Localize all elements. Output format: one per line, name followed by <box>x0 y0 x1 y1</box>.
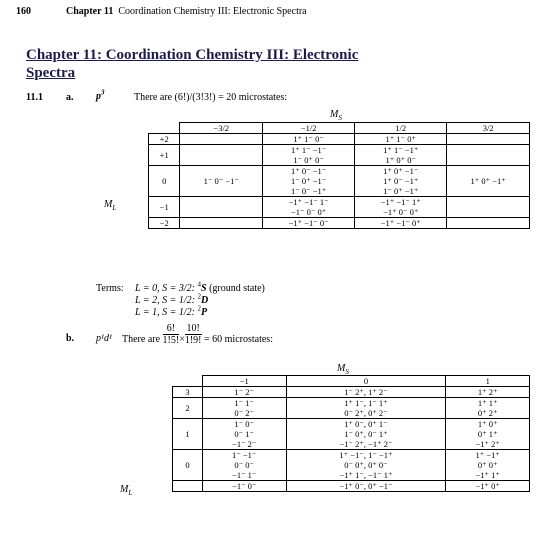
term-quantum-numbers: L = 1, S = 1/2: <box>135 307 198 318</box>
ms-axis-label-b: $M_S$ <box>337 363 349 376</box>
term-symbol: D <box>201 295 209 306</box>
microstate-entry: 1⁺ 1⁻ −1⁻ <box>291 145 327 155</box>
microstate-entry: −1⁻ 2⁻ <box>232 439 257 449</box>
table-row <box>173 481 530 492</box>
ms-axis-label-a: $M_S$ <box>330 109 342 122</box>
ml-value-cell <box>173 481 203 492</box>
microstate-entry: 1⁺ 1⁻ −1⁺ <box>383 145 419 155</box>
microstate-cell <box>180 145 263 166</box>
microstate-cell <box>202 387 286 398</box>
microstate-entry: −1⁻ 0⁻ <box>232 481 257 491</box>
header-row <box>149 123 530 134</box>
ml-value-cell: +2 <box>149 134 180 145</box>
microstate-entry: 1⁺ 1⁻ 0⁺ <box>385 134 416 144</box>
term-note: (ground state) <box>206 283 265 294</box>
microstate-cell <box>355 197 447 218</box>
microstate-entry: −1⁺ 1⁺ <box>475 470 500 480</box>
ms-header-cell: 3/2 <box>447 123 530 134</box>
ms-header-cell: 1 <box>446 376 530 387</box>
page-number: 160 <box>16 6 31 17</box>
microstate-table-b <box>172 375 530 492</box>
microstate-cell <box>446 450 530 481</box>
microstate-cell <box>447 145 530 166</box>
microstate-entry: 1⁻ 1⁻ <box>234 398 255 408</box>
microstate-cell <box>180 197 263 218</box>
microstate-cell <box>263 134 355 145</box>
term-multiplicity: 2 <box>197 304 201 313</box>
microstate-entry: 1⁻ 0⁺ −1⁻ <box>291 176 327 186</box>
microstate-entry: 1⁻ −1⁻ <box>232 450 257 460</box>
ms-header-cell: 0 <box>286 376 446 387</box>
ml-value-cell: 0 <box>173 450 203 481</box>
microstate-entry: 1⁺ 0⁻, 0⁺ 1⁻ <box>344 419 388 429</box>
chapter-title-line-2: Spectra <box>26 65 76 81</box>
ml-value-cell: 0 <box>149 166 180 197</box>
microstate-entry: −1⁺ 2⁺ <box>475 439 500 449</box>
ml-value-cell: 3 <box>173 387 203 398</box>
ml-value-cell: +1 <box>149 145 180 166</box>
microstate-entry: 1⁺ 0⁺ <box>477 419 498 429</box>
terms-list <box>135 280 265 318</box>
microstate-cell <box>355 134 447 145</box>
microstate-cell <box>202 398 286 419</box>
microstate-cell <box>202 419 286 450</box>
term-quantum-numbers: L = 2, S = 1/2: <box>135 295 198 306</box>
table-row <box>173 387 530 398</box>
table-row <box>149 197 530 218</box>
microstate-entry: −1⁻ 1⁻ <box>232 470 257 480</box>
microstate-entry: 1⁺ 0⁻ −1⁻ <box>291 166 327 176</box>
ms-header-cell: −1 <box>202 376 286 387</box>
chapter-label: Chapter 11 <box>66 6 114 17</box>
microstate-entry: 0⁻ 2⁺, 0⁺ 2⁻ <box>344 408 388 418</box>
microstate-entry: −1⁺ 1⁻, −1⁻ 1⁺ <box>339 470 393 480</box>
microstate-entry: 1⁺ 0⁺ −1⁺ <box>470 176 506 186</box>
chapter-title <box>26 46 358 82</box>
microstate-entry: 0⁺ 2⁺ <box>477 408 498 418</box>
microstate-cell <box>446 481 530 492</box>
table-row <box>173 450 530 481</box>
terms-label: Terms: <box>96 283 124 294</box>
ms-header-cell: −1/2 <box>263 123 355 134</box>
microstate-entry: 1⁻ 0⁻ <box>234 419 255 429</box>
part-a-microstate-count: There are (6!)/(3!3!) = 20 microstates: <box>134 92 288 103</box>
microstate-entry: 0⁻ 0⁺, 0⁺ 0⁻ <box>344 460 388 470</box>
microstate-cell <box>447 134 530 145</box>
microstate-entry: −1⁻ 0⁻ 0⁺ <box>291 207 327 217</box>
ml-axis-label-b: $M_L$ <box>120 484 133 497</box>
microstate-entry: 1⁻ 0⁻ −1⁺ <box>291 186 327 196</box>
term-symbol: S <box>201 283 207 294</box>
table-row <box>173 419 530 450</box>
term-line <box>135 304 265 319</box>
ml-value-cell: 1 <box>173 419 203 450</box>
microstate-entry: 1⁺ 1⁺ <box>477 398 498 408</box>
microstate-cell <box>180 218 263 229</box>
microstate-cell <box>286 387 446 398</box>
microstate-cell <box>355 145 447 166</box>
microstate-cell <box>180 166 263 197</box>
microstate-cell <box>180 134 263 145</box>
term-symbol: P <box>201 307 208 318</box>
problem-number: 11.1 <box>26 92 43 103</box>
microstate-entry: 1⁻ 2⁻ <box>234 387 255 397</box>
part-b-config: p¹d¹ <box>96 333 112 344</box>
microstate-entry: −1⁺ 0⁻, 0⁺ −1⁻ <box>339 481 393 491</box>
microstate-entry: 0⁻ 2⁻ <box>234 408 255 418</box>
part-b-text-post: = 60 microstates: <box>204 333 273 345</box>
microstate-entry: 1⁺ 0⁺ −1⁻ <box>383 166 419 176</box>
part-b-label: b. <box>66 333 75 344</box>
microstate-entry: 1⁺ 2⁺ <box>477 387 498 397</box>
microstate-entry: −1⁺ −1⁻ 1⁻ <box>288 197 329 207</box>
fraction-1: $\frac{6!}{1!5!}$ <box>162 323 180 346</box>
running-header <box>66 6 307 17</box>
corner-cell <box>149 123 180 134</box>
microstate-table-a <box>148 122 530 229</box>
microstate-cell <box>202 481 286 492</box>
microstate-entry: 1⁻ 0⁻ −1⁻ <box>203 176 239 186</box>
microstate-cell <box>286 398 446 419</box>
microstate-entry: −1⁺ −1⁻ 0⁻ <box>288 218 329 228</box>
microstate-cell <box>286 419 446 450</box>
microstate-entry: 0⁺ 1⁺ <box>477 429 498 439</box>
microstate-cell <box>263 166 355 197</box>
microstate-entry: 0⁻ 0⁻ <box>234 460 255 470</box>
microstate-entry: 0⁺ 0⁺ <box>477 460 498 470</box>
ms-header-cell: −3/2 <box>180 123 263 134</box>
ml-value-cell: 2 <box>173 398 203 419</box>
part-a-label: a. <box>66 92 74 103</box>
microstate-entry: 1⁺ 1⁻ 0⁻ <box>293 134 324 144</box>
microstate-cell <box>263 197 355 218</box>
microstate-cell <box>447 218 530 229</box>
microstate-entry: 1⁺ −1⁻, 1⁻ −1⁺ <box>339 450 393 460</box>
microstate-cell <box>286 481 446 492</box>
microstate-cell <box>446 387 530 398</box>
header-row <box>173 376 530 387</box>
microstate-entry: 1⁻ 0⁺, 0⁻ 1⁺ <box>344 429 388 439</box>
ml-axis-label-a: $M_L$ <box>104 199 117 212</box>
term-quantum-numbers: L = 0, S = 3/2: <box>135 283 198 294</box>
chapter-title-line-1: Chapter 11: Coordination Chemistry III: Electronic <box>26 47 359 63</box>
table-row <box>149 166 530 197</box>
microstate-entry: −1⁺ −1⁻ 1⁺ <box>380 197 421 207</box>
microstate-cell <box>286 450 446 481</box>
corner-cell <box>173 376 203 387</box>
microstate-entry: −1⁺ 0⁻ 0⁺ <box>383 207 419 217</box>
microstate-cell <box>202 450 286 481</box>
microstate-entry: −1⁺ −1⁻ 0⁺ <box>380 218 421 228</box>
table-row <box>149 218 530 229</box>
term-multiplicity: 4 <box>197 280 201 289</box>
microstate-cell <box>447 197 530 218</box>
part-a-config: $p^3$ <box>96 88 105 102</box>
microstate-entry: 1⁺ −1⁺ <box>475 450 500 460</box>
microstate-entry: 1⁺ 1⁻, 1⁻ 1⁺ <box>344 398 388 408</box>
microstate-entry: 1⁻ 2⁺, 1⁺ 2⁻ <box>344 387 388 397</box>
fraction-2: $\frac{10!}{1!9!}$ <box>184 323 202 346</box>
microstate-cell <box>355 218 447 229</box>
microstate-entry: 0⁻ 1⁻ <box>234 429 255 439</box>
table-row <box>173 398 530 419</box>
ms-header-cell: 1/2 <box>355 123 447 134</box>
microstate-cell <box>446 419 530 450</box>
chapter-topic: Coordination Chemistry III: Electronic Spectra <box>118 6 307 17</box>
ml-value-cell: −2 <box>149 218 180 229</box>
times-sign: × <box>179 333 185 345</box>
microstate-entry: 1⁺ 0⁻ −1⁺ <box>383 176 419 186</box>
microstate-cell <box>263 145 355 166</box>
part-b-microstate-count <box>122 323 273 346</box>
microstate-cell <box>446 398 530 419</box>
microstate-cell <box>355 166 447 197</box>
part-b-text-pre: There are <box>122 333 161 345</box>
microstate-entry: −1⁻ 2⁺, −1⁺ 2⁻ <box>339 439 393 449</box>
microstate-cell <box>447 166 530 197</box>
table-row <box>149 145 530 166</box>
microstate-entry: −1⁺ 0⁺ <box>475 481 500 491</box>
microstate-entry: 1⁺ 0⁺ 0⁻ <box>385 155 416 165</box>
microstate-entry: 1⁻ 0⁺ −1⁺ <box>383 186 419 196</box>
microstate-cell <box>263 218 355 229</box>
microstate-entry: 1⁻ 0⁺ 0⁻ <box>293 155 324 165</box>
table-row <box>149 134 530 145</box>
ml-value-cell: −1 <box>149 197 180 218</box>
term-multiplicity: 2 <box>197 292 201 301</box>
